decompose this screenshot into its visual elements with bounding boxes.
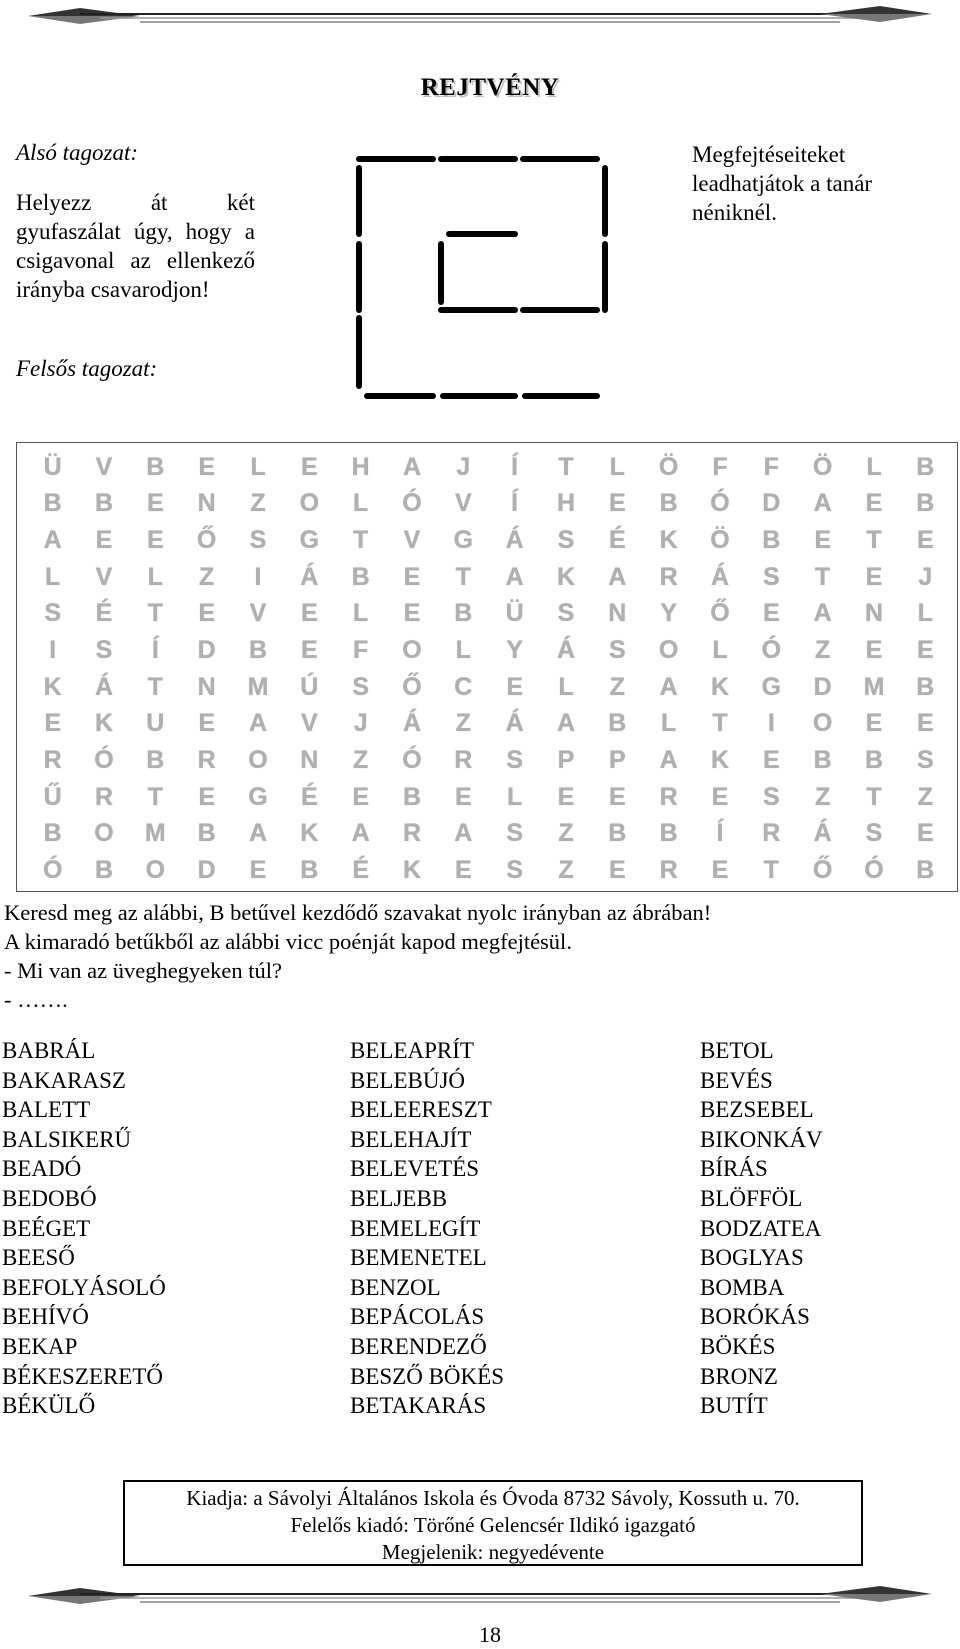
grid-letter: L (558, 672, 574, 701)
word-list-item: BRONZ (700, 1363, 778, 1389)
grid-letter: O (94, 819, 114, 848)
grid-letter: É (352, 856, 369, 885)
grid-letter: B (402, 782, 422, 811)
grid-letter: E (300, 452, 318, 481)
grid-letter: Z (558, 819, 574, 848)
grid-letter: M (247, 672, 269, 701)
grid-letter: B (248, 636, 268, 665)
grid-letter: P (557, 746, 575, 775)
word-list-item: BEÉGET (2, 1215, 91, 1241)
word-list-item: BORÓKÁS (700, 1304, 810, 1330)
grid-letter: Ő (196, 526, 217, 555)
grid-letter: C (454, 672, 473, 701)
grid-letter: Z (250, 489, 266, 518)
grid-letter: Z (815, 782, 831, 811)
grid-letter: L (866, 452, 882, 481)
grid-letter: R (659, 562, 678, 591)
grid-letter: N (864, 599, 884, 628)
frequency-line: Megjelenik: negyedévente (381, 1540, 605, 1564)
publisher-line: Kiadja: a Sávolyi Általános Iskola és Óvoda 8732 Sávoly, Kossuth u. 70. (186, 1486, 800, 1510)
grid-letter: B (762, 526, 781, 555)
word-list-item: BÖKÉS (700, 1333, 776, 1359)
word-list-item: BABRÁL (2, 1038, 96, 1063)
grid-letter: B (659, 819, 678, 848)
grid-letter: T (147, 672, 163, 701)
page-number: 18 (479, 1622, 501, 1647)
grid-letter: S (608, 636, 626, 665)
grid-letter: Z (558, 856, 574, 885)
grid-letter: R (43, 746, 62, 775)
grid-letter: Z (917, 782, 933, 811)
word-list-item: BEDOBÓ (2, 1185, 97, 1211)
word-list-item: BELJEBB (350, 1185, 448, 1211)
word-list-item: BÍRÁS (700, 1156, 768, 1182)
grid-letter: E (916, 819, 934, 848)
grid-letter: S (44, 599, 61, 628)
grid-letter: A (248, 709, 268, 738)
grid-letter: R (402, 819, 422, 848)
word-list-item: BALETT (2, 1097, 91, 1123)
grid-letter: Ó (42, 856, 63, 885)
grid-letter: Z (455, 709, 471, 738)
word-list-column-3 (700, 1036, 823, 1421)
grid-letter: R (659, 782, 678, 811)
grid-letter: Á (402, 709, 422, 738)
grid-letter: R (197, 746, 216, 775)
instruction-line: - ……. (4, 987, 68, 1012)
grid-letter: I (49, 636, 57, 665)
grid-letter: E (146, 526, 164, 555)
grid-letter: L (507, 782, 523, 811)
grid-letter: E (300, 599, 318, 628)
grid-letter: I (767, 709, 775, 738)
grid-letter: Ö (710, 526, 730, 555)
grid-letter: M (863, 672, 885, 701)
page-title: REJTVÉNY (420, 74, 560, 101)
grid-letter: J (918, 562, 933, 591)
word-list-column-2 (350, 1036, 504, 1421)
grid-letter: Ó (94, 746, 114, 775)
grid-letter: J (456, 452, 471, 481)
grid-letter: A (813, 599, 832, 628)
grid-letter: Á (505, 526, 524, 555)
grid-letter: B (659, 489, 678, 518)
grid-letter: B (94, 489, 114, 518)
grid-letter: E (916, 709, 934, 738)
grid-letter: E (198, 782, 215, 811)
grid-letter: E (865, 562, 883, 591)
grid-letter: K (94, 709, 114, 738)
grid-letter: V (300, 709, 318, 738)
grid-letter: E (198, 599, 215, 628)
grid-letter: É (95, 599, 113, 628)
word-list-item: BÉKESZERETŐ (2, 1363, 163, 1389)
grid-letter: Ű (43, 782, 62, 811)
grid-letter: V (454, 489, 472, 518)
grid-letter: Ő (402, 672, 422, 701)
grid-letter: G (299, 526, 320, 555)
grid-letter: Í (511, 452, 519, 481)
grid-letter: R (94, 782, 114, 811)
grid-letter: L (250, 452, 266, 481)
grid-letter: N (300, 746, 319, 775)
grid-letter: E (403, 562, 421, 591)
grid-letter: B (608, 819, 627, 848)
grid-letter: K (402, 856, 422, 885)
grid-letter: A (402, 452, 422, 481)
grid-letter: L (609, 452, 625, 481)
grid-letter: Ó (864, 856, 884, 885)
grid-letter: Ú (300, 672, 319, 701)
word-list-item: BEKAP (2, 1333, 78, 1359)
grid-letter: E (454, 856, 472, 885)
grid-letter: P (608, 746, 626, 775)
upper-section-heading: Felsős tagozat: (16, 356, 158, 381)
grid-letter: E (814, 526, 831, 555)
grid-letter: T (712, 709, 728, 738)
word-list-item: BEMELEGÍT (350, 1215, 481, 1241)
word-list-item: BALSIKERŰ (2, 1126, 132, 1152)
grid-letter: O (402, 636, 422, 665)
grid-letter: Z (353, 746, 369, 775)
word-search-grid (16, 442, 958, 892)
grid-letter: S (557, 526, 575, 555)
grid-letter: Y (660, 599, 677, 628)
grid-letter: R (762, 819, 781, 848)
grid-letter: K (43, 672, 62, 701)
word-list-item: BEZSEBEL (700, 1097, 814, 1123)
grid-letter: A (454, 819, 473, 848)
grid-letter: A (813, 489, 832, 518)
grid-letter: E (146, 489, 164, 518)
word-list-item: BEESŐ (2, 1245, 75, 1271)
grid-letter: Á (813, 819, 832, 848)
grid-letter: D (813, 672, 832, 701)
word-list-column-1 (2, 1036, 166, 1421)
grid-letter: B (608, 709, 627, 738)
word-list-item: BEADÓ (2, 1156, 82, 1182)
grid-letter: O (248, 746, 268, 775)
grid-letter: A (608, 562, 627, 591)
grid-letter: L (917, 599, 933, 628)
grid-letter: E (608, 782, 626, 811)
grid-letter: T (353, 526, 369, 555)
responsible-publisher-line: Felelős kiadó: Törőné Gelencsér Ildikó igazgató (290, 1513, 696, 1537)
grid-letter: H (556, 489, 576, 518)
word-list-item: BELEVETÉS (350, 1156, 480, 1182)
grid-letter: Ü (43, 452, 62, 481)
grid-letter: L (353, 489, 369, 518)
word-list-item: BETOL (700, 1038, 774, 1063)
grid-letter: S (557, 599, 575, 628)
grid-letter: B (916, 672, 935, 701)
grid-letter: Á (300, 562, 319, 591)
grid-letter: N (197, 489, 216, 518)
grid-letter: E (762, 599, 780, 628)
word-list-item: BEPÁCOLÁS (350, 1304, 485, 1330)
grid-letter: R (454, 746, 473, 775)
word-list-item: BELEBÚJÓ (350, 1067, 465, 1093)
instruction-line: Keresd meg az alábbi, B betűvel kezdődő szavakat nyolc irányban az ábrában! (4, 900, 712, 925)
grid-letter: E (608, 489, 626, 518)
grid-letter: A (351, 819, 370, 848)
grid-letter: N (197, 672, 216, 701)
grid-letter: L (661, 709, 677, 738)
grid-letter: Ő (812, 856, 833, 885)
instruction-line: A kimaradó betűkből az alábbi vicc poénját kapod megfejtésül. (4, 929, 572, 954)
grid-letter: Ó (761, 636, 782, 665)
grid-letter: E (865, 709, 883, 738)
grid-letter: B (43, 489, 62, 518)
grid-letter: G (248, 782, 268, 811)
top-ornament-divider (20, 2, 940, 28)
word-list-item: BENZOL (350, 1274, 441, 1300)
grid-letter: K (300, 819, 319, 848)
grid-letter: O (299, 489, 320, 518)
grid-letter: E (352, 782, 369, 811)
grid-letter: K (710, 746, 730, 775)
answers-note: Megfejtéseiteket leadhatjátok a tanár néniknél. (692, 142, 873, 225)
word-list-item: BUTÍT (700, 1393, 768, 1419)
word-list-item: BAKARASZ (2, 1067, 126, 1093)
grid-letter: Z (815, 636, 831, 665)
grid-letter: E (916, 636, 934, 665)
word-list-item: BETAKARÁS (350, 1393, 487, 1419)
grid-letter: A (505, 562, 524, 591)
grid-letter: Í (511, 489, 519, 518)
grid-letter: E (916, 526, 934, 555)
word-list-item: BERENDEZŐ (350, 1333, 487, 1359)
grid-letter: S (506, 856, 523, 885)
grid-letter: L (455, 636, 471, 665)
instruction-line: - Mi van az üveghegyeken túl? (4, 958, 283, 983)
grid-letter: Ő (710, 599, 730, 628)
grid-letter: É (608, 526, 626, 555)
grid-letter: Á (710, 562, 730, 591)
grid-letter: R (659, 856, 678, 885)
grid-letter: T (866, 526, 882, 555)
grid-letter: É (300, 782, 318, 811)
grid-letter: S (249, 526, 267, 555)
grid-letter: E (865, 636, 883, 665)
grid-letter: O (658, 636, 679, 665)
grid-letter: A (659, 746, 678, 775)
word-list-item: BOGLYAS (700, 1245, 804, 1271)
grid-letter: Ó (710, 489, 730, 518)
grid-letter: Á (94, 672, 114, 701)
grid-letter: Ó (402, 746, 422, 775)
grid-letter: J (353, 709, 368, 738)
grid-letter: E (403, 599, 421, 628)
grid-letter: B (916, 489, 935, 518)
grid-letter: E (608, 856, 626, 885)
grid-letter: I (254, 562, 262, 591)
grid-letter: S (762, 782, 780, 811)
grid-letter: E (454, 782, 472, 811)
grid-letter: B (916, 452, 935, 481)
grid-letter: B (864, 746, 884, 775)
grid-letter: E (762, 746, 780, 775)
grid-letter: T (815, 562, 831, 591)
grid-letter: V (249, 599, 267, 628)
word-list-item: BÉKÜLŐ (2, 1393, 96, 1419)
grid-letter: T (763, 856, 779, 885)
grid-letter: T (455, 562, 471, 591)
lower-section-heading: Alsó tagozat: (16, 140, 139, 165)
word-list-item: BODZATEA (700, 1215, 822, 1241)
grid-letter: K (556, 562, 576, 591)
grid-letter: Ö (812, 452, 833, 481)
word-list-item: BOMBA (700, 1274, 785, 1300)
grid-letter: E (506, 672, 523, 701)
grid-letter: T (558, 452, 574, 481)
grid-letter: Z (199, 562, 215, 591)
word-list-item: BEVÉS (700, 1067, 773, 1093)
grid-letter: E (711, 856, 729, 885)
grid-letter: B (351, 562, 370, 591)
grid-letter: S (352, 672, 369, 701)
grid-letter: Ü (505, 599, 524, 628)
grid-letter: L (147, 562, 163, 591)
grid-letter: B (94, 856, 114, 885)
word-list-item: BEHÍVÓ (2, 1304, 89, 1330)
grid-letter: B (300, 856, 319, 885)
word-list-item: BEMENETEL (350, 1245, 487, 1271)
word-list-item: BEFOLYÁSOLÓ (2, 1274, 166, 1300)
grid-letter: V (403, 526, 421, 555)
grid-letter: S (865, 819, 883, 848)
grid-letter: T (147, 782, 163, 811)
grid-letter: E (198, 452, 215, 481)
grid-letter: K (659, 526, 678, 555)
grid-letter: E (198, 709, 215, 738)
grid-letter: F (353, 636, 369, 665)
grid-letter: G (453, 526, 474, 555)
grid-letter: B (146, 452, 165, 481)
grid-letter: A (659, 672, 678, 701)
grid-letter: O (812, 709, 833, 738)
grid-letter: H (351, 452, 370, 481)
bottom-ornament-divider (20, 1582, 940, 1608)
grid-letter: O (145, 856, 166, 885)
grid-letter: A (248, 819, 268, 848)
word-list-item: BELEHAJÍT (350, 1126, 472, 1152)
grid-letter: B (197, 819, 216, 848)
word-list-item: BLÖFFÖL (700, 1185, 803, 1211)
grid-letter: D (197, 636, 216, 665)
grid-letter: E (249, 856, 267, 885)
grid-letter: A (43, 526, 62, 555)
grid-letter: S (506, 819, 523, 848)
grid-letter: F (712, 452, 728, 481)
grid-letter: B (916, 856, 935, 885)
grid-letter: A (556, 709, 576, 738)
grid-letter: E (300, 636, 318, 665)
grid-letter: D (197, 856, 216, 885)
grid-letter: T (147, 599, 163, 628)
grid-letter: Z (609, 672, 625, 701)
grid-letter: V (95, 562, 113, 591)
grid-letter: Y (506, 636, 523, 665)
grid-letter: Ó (402, 489, 422, 518)
grid-letter: E (711, 782, 729, 811)
grid-letter: E (95, 526, 113, 555)
grid-letter: B (454, 599, 473, 628)
matchstick-spiral (355, 150, 615, 410)
grid-letter: T (866, 782, 882, 811)
word-list-item: BELEERESZT (350, 1097, 492, 1123)
grid-letter: E (865, 489, 883, 518)
grid-letter: Ö (658, 452, 679, 481)
grid-letter: K (710, 672, 730, 701)
publisher-info-box (123, 1480, 863, 1566)
grid-letter: S (916, 746, 934, 775)
grid-letter: Á (556, 636, 576, 665)
grid-letter: B (146, 746, 165, 775)
word-list-item: BIKONKÁV (700, 1126, 823, 1152)
grid-letter: E (557, 782, 575, 811)
grid-letter: B (43, 819, 62, 848)
grid-letter: V (95, 452, 113, 481)
grid-letter: Í (151, 636, 159, 665)
grid-letter: M (144, 819, 166, 848)
grid-letter: U (146, 709, 165, 738)
word-list-item: BESZŐ BÖKÉS (350, 1363, 504, 1389)
grid-letter: D (762, 489, 781, 518)
grid-letter: L (353, 599, 369, 628)
instructions (4, 898, 711, 1014)
grid-letter: S (506, 746, 523, 775)
grid-letter: F (763, 452, 779, 481)
grid-letter: G (761, 672, 782, 701)
grid-letter: L (45, 562, 61, 591)
grid-letter: L (712, 636, 728, 665)
word-list-item: BELEAPRÍT (350, 1038, 474, 1063)
grid-letter: S (762, 562, 780, 591)
grid-letter: E (44, 709, 61, 738)
grid-letter: S (95, 636, 113, 665)
grid-letter: Á (505, 709, 524, 738)
lower-section-text: Helyezz át két gyufaszálat úgy, hogy a csigavonal az ellenkező irányba csavarodjon! (16, 190, 255, 302)
grid-letter: Í (716, 819, 724, 848)
grid-letter: B (813, 746, 832, 775)
grid-letter: N (608, 599, 627, 628)
